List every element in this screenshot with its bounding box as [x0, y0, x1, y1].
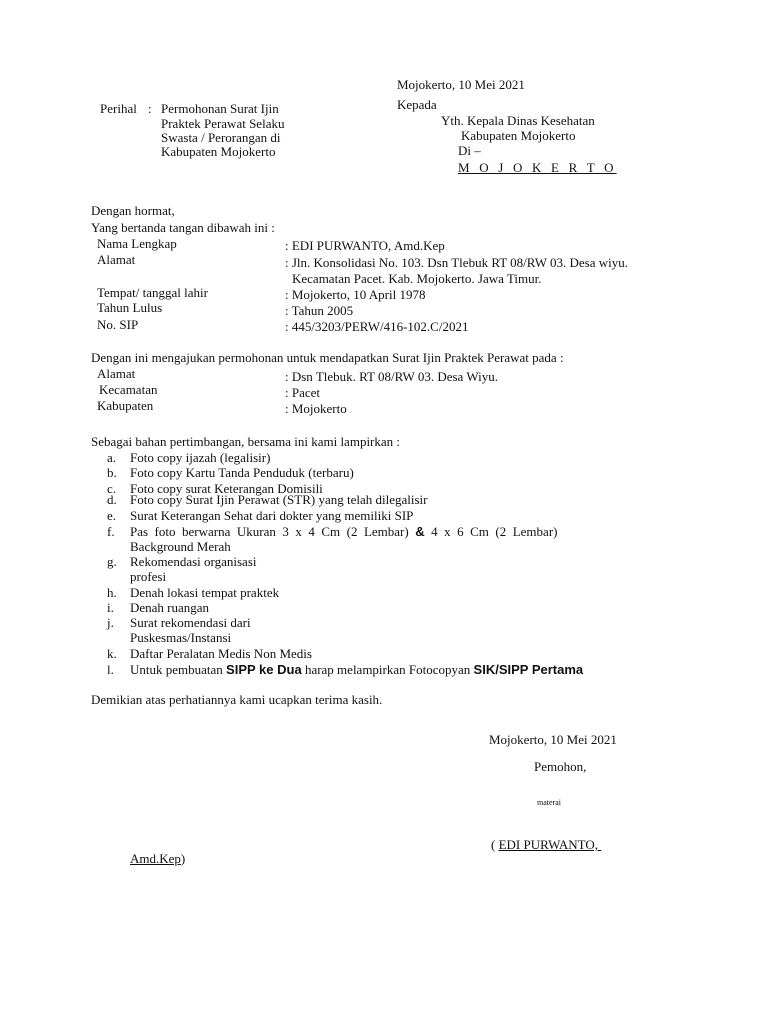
request-intro: Dengan ini mengajukan permohonan untuk mendapatkan Surat Ijin Praktek Perawat pada :	[91, 350, 564, 365]
practice-regency-label: Kabupaten	[97, 398, 154, 413]
letter-date: Mojokerto, 10 Mei 2021	[397, 77, 525, 92]
perihal-line: Praktek Perawat Selaku	[161, 116, 285, 131]
list-marker: f.	[107, 524, 115, 539]
list-item-cont: Background Merah	[130, 539, 231, 554]
list-item-text: harap melampirkan Fotocopyan	[301, 662, 474, 677]
list-marker: k.	[107, 646, 117, 661]
stamp-duty-note: materai	[537, 798, 561, 807]
list-item: Foto copy ijazah (legalisir)	[130, 450, 271, 465]
list-item	[130, 524, 557, 540]
list-marker: h.	[107, 585, 117, 600]
practice-district-label: Kecamatan	[99, 382, 158, 397]
list-item-cont: profesi	[130, 569, 167, 584]
list-marker: c.	[107, 481, 117, 496]
list-item: Foto copy Kartu Tanda Penduduk (terbaru)	[130, 465, 354, 480]
list-marker: j.	[107, 615, 114, 630]
list-item: Denah lokasi tempat praktek	[130, 585, 280, 600]
perihal-line: Swasta / Perorangan di	[161, 130, 281, 145]
bold-text: SIK/SIPP Pertama	[473, 662, 584, 677]
sign-close: )	[180, 851, 186, 866]
list-marker: a.	[107, 450, 117, 465]
recipient-city: M O J O K E R T O	[458, 160, 617, 175]
signature-name	[491, 837, 601, 853]
sign-open: (	[491, 837, 499, 852]
birth-label: Tempat/ tanggal lahir	[97, 285, 208, 300]
sip-label: No. SIP	[97, 317, 139, 332]
kepada-label: Kepada	[397, 97, 437, 112]
list-item: Foto copy Surat Ijin Perawat (STR) yang telah dilegalisir	[130, 492, 428, 507]
address-label: Alamat	[97, 252, 136, 267]
attachments-intro: Sebagai bahan pertimbangan, bersama ini kami lampirkan :	[91, 434, 401, 449]
list-item	[130, 662, 583, 678]
list-marker: i.	[107, 600, 114, 615]
bold-text: SIPP ke Dua	[226, 662, 302, 677]
recipient-regency: Kabupaten Mojokerto	[461, 128, 576, 143]
greeting: Dengan hormat,	[91, 203, 175, 218]
perihal-label: Perihal	[100, 101, 137, 116]
intro-line: Yang bertanda tangan dibawah ini :	[91, 220, 275, 235]
name-value: : EDI PURWANTO, Amd.Kep	[285, 238, 445, 253]
closing-date: Mojokerto, 10 Mei 2021	[489, 732, 617, 747]
list-item: Foto copy surat Keterangan Domisili	[130, 481, 323, 496]
practice-district-value: : Pacet	[285, 385, 321, 400]
practice-address-value: : Dsn Tlebuk. RT 08/RW 03. Desa Wiyu.	[285, 369, 498, 384]
list-item-text: Untuk pembuatan	[130, 662, 227, 677]
closing-text: Demikian atas perhatiannya kami ucapkan terima kasih.	[91, 692, 383, 707]
birth-value: : Mojokerto, 10 April 1978	[285, 287, 426, 302]
signature-name-text: EDI PURWANTO,	[498, 837, 602, 852]
sip-value: : 445/3203/PERW/416-102.C/2021	[285, 319, 469, 334]
address-value: : Jln. Konsolidasi No. 103. Dsn Tlebuk RT 08/RW 03. Desa wiyu.	[285, 255, 629, 270]
name-label: Nama Lengkap	[97, 236, 177, 251]
recipient-line: Yth. Kepala Dinas Kesehatan	[441, 113, 595, 128]
list-item: Rekomendasi organisasi	[130, 554, 257, 569]
graduation-value: : Tahun 2005	[285, 303, 354, 318]
list-item: Surat Keterangan Sehat dari dokter yang memiliki SIP	[130, 508, 414, 523]
perihal-colon: :	[148, 101, 152, 116]
recipient-di: Di –	[458, 143, 481, 158]
ampersand: &	[415, 524, 425, 539]
list-marker: l.	[107, 662, 114, 677]
perihal-line: Kabupaten Mojokerto	[161, 144, 276, 159]
graduation-label: Tahun Lulus	[97, 300, 163, 315]
signature-title-text: Amd.Kep	[130, 851, 181, 866]
applicant-label: Pemohon,	[534, 759, 587, 774]
list-marker: g.	[107, 554, 117, 569]
list-item-text: Pas foto berwarna Ukuran 3 x 4 Cm (2 Lembar)	[130, 524, 416, 539]
list-item-cont: Puskesmas/Instansi	[130, 630, 232, 645]
list-marker: d.	[107, 492, 117, 507]
practice-regency-value: : Mojokerto	[285, 401, 347, 416]
list-marker: e.	[107, 508, 117, 523]
list-marker: b.	[107, 465, 117, 480]
address-value-cont: Kecamatan Pacet. Kab. Mojokerto. Jawa Timur.	[292, 271, 542, 286]
perihal-line: Permohonan Surat Ijin	[161, 101, 279, 116]
list-item-text: 4 x 6 Cm (2 Lembar)	[424, 524, 558, 539]
list-item: Daftar Peralatan Medis Non Medis	[130, 646, 312, 661]
signature-title	[130, 851, 185, 867]
practice-address-label: Alamat	[97, 366, 136, 381]
list-item: Denah ruangan	[130, 600, 210, 615]
list-item: Surat rekomendasi dari	[130, 615, 251, 630]
